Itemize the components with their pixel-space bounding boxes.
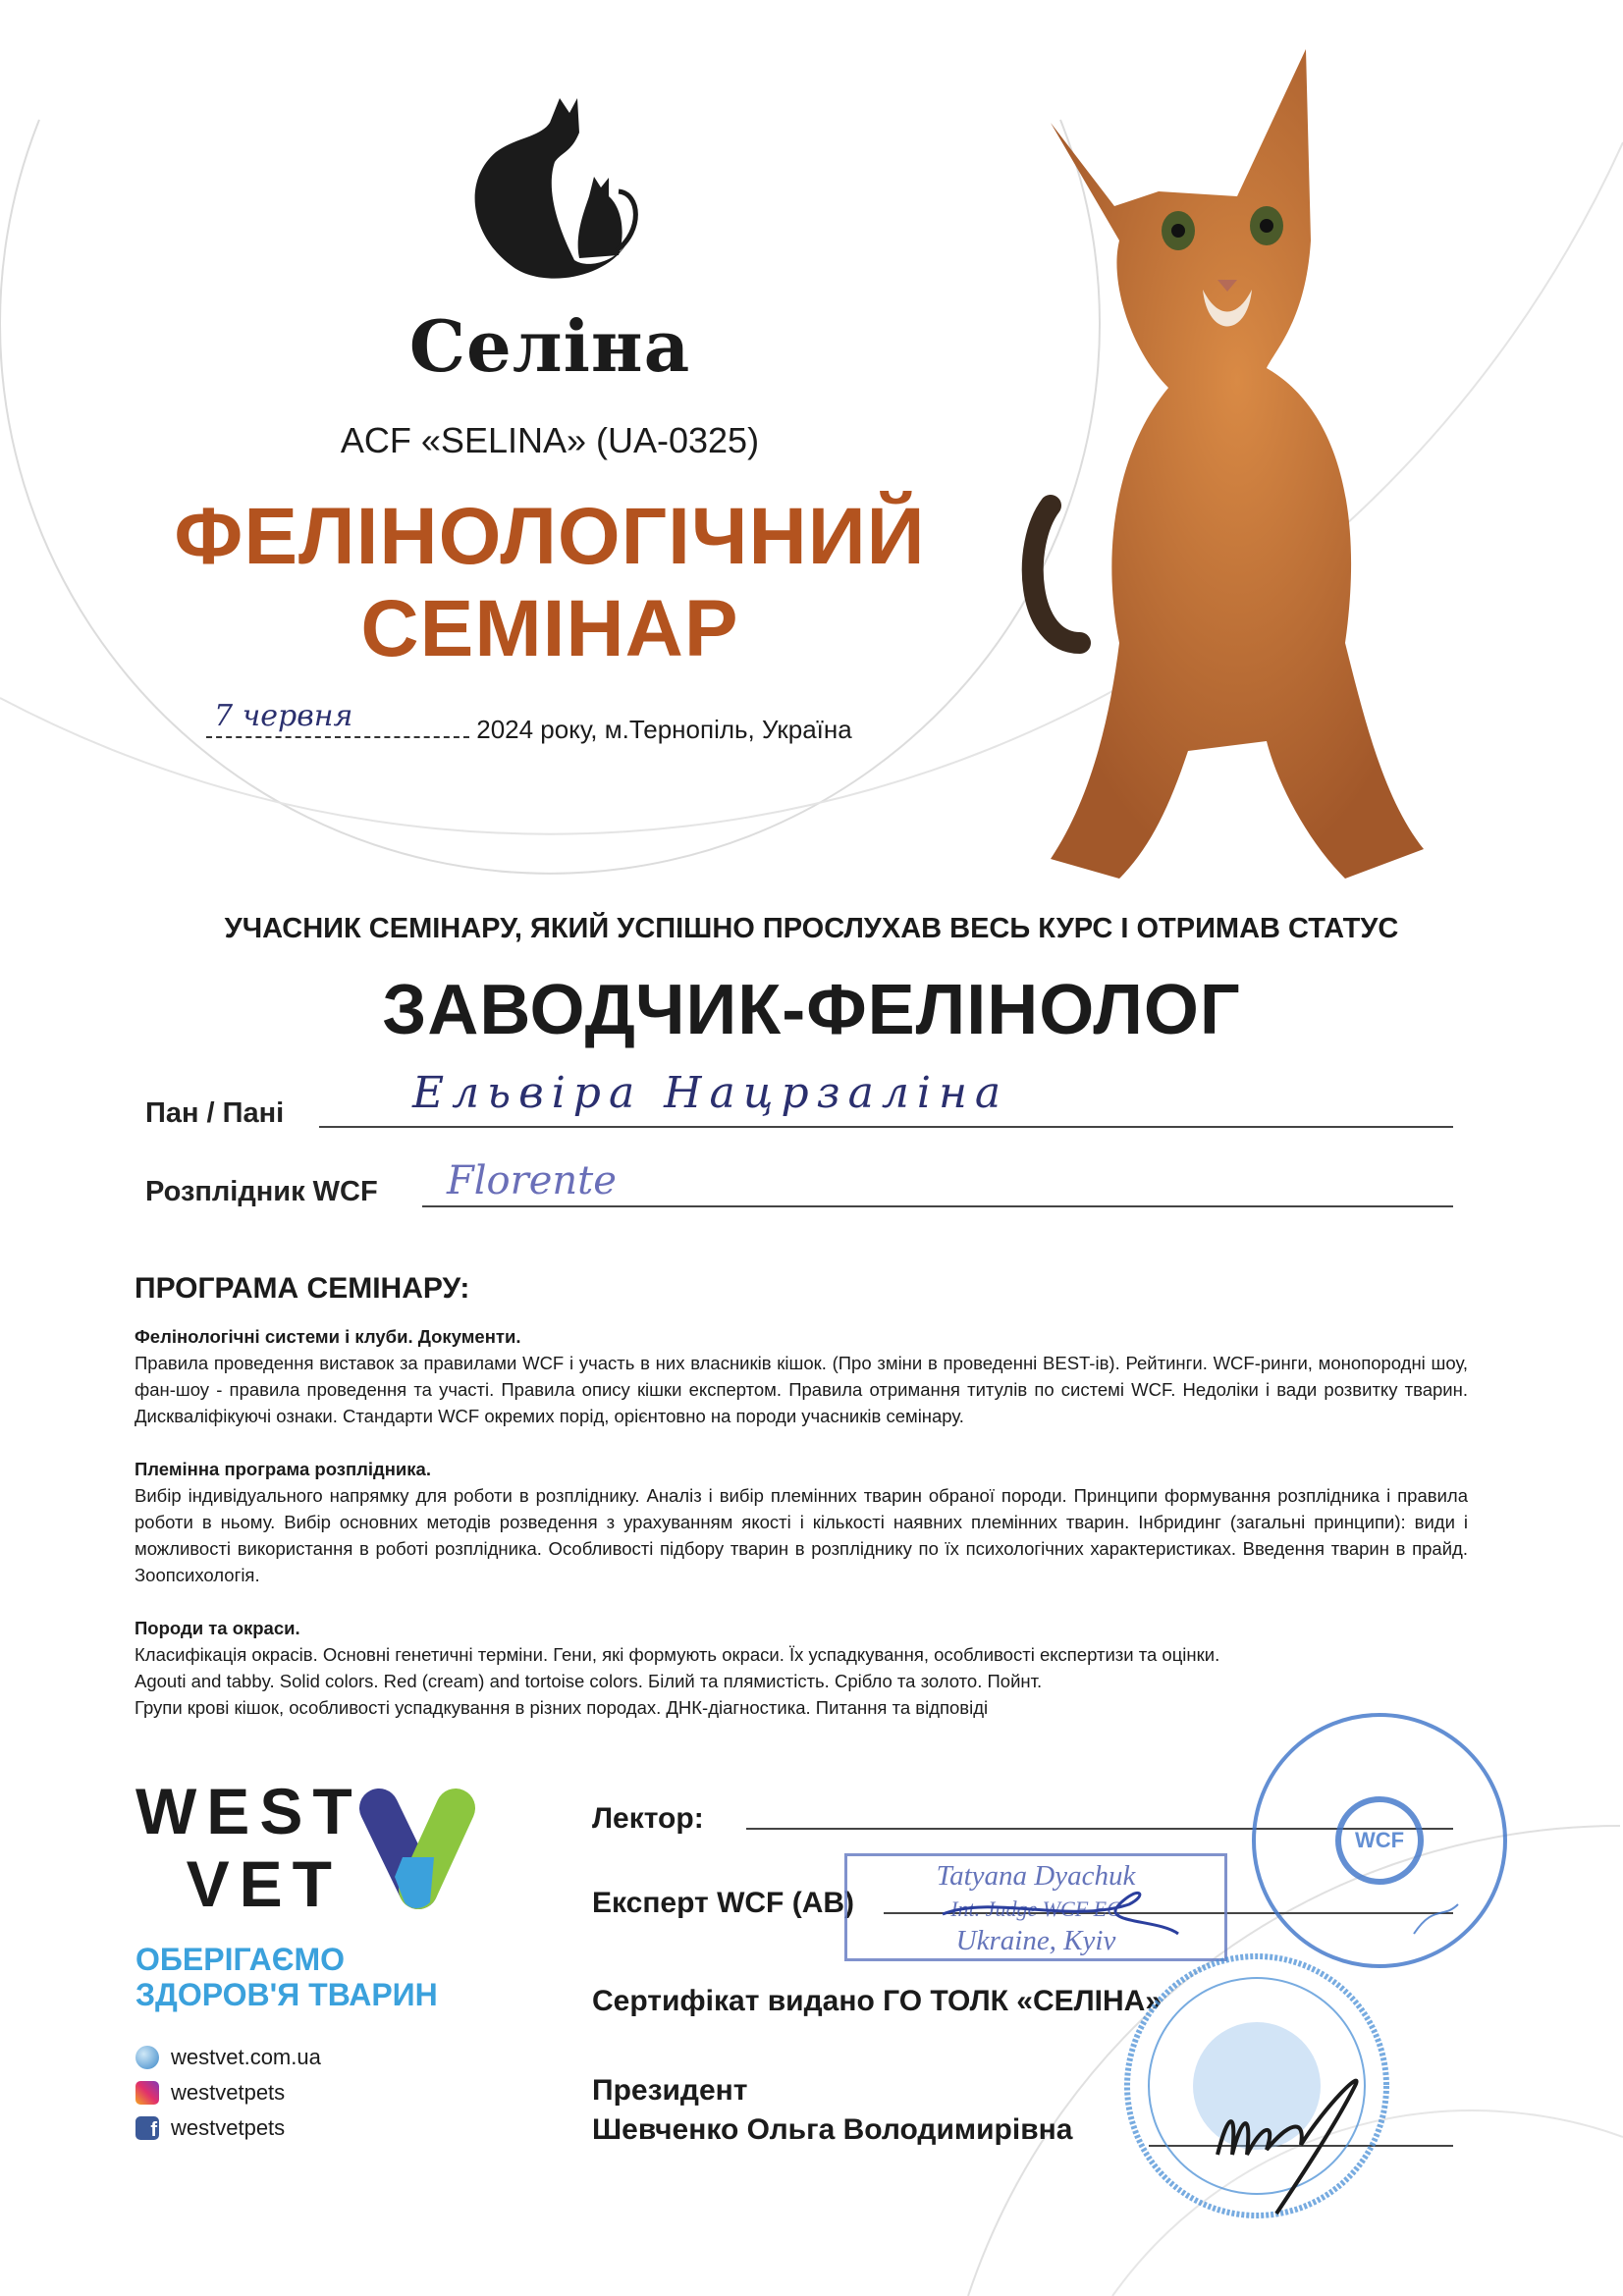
facebook-link[interactable] xyxy=(135,2115,285,2141)
instagram-link[interactable] xyxy=(135,2080,285,2106)
abyssinian-cat-photo xyxy=(1011,34,1463,898)
program-title: ПРОГРАМА СЕМІНАРУ: xyxy=(135,1272,470,1305)
globe-icon xyxy=(135,2046,159,2069)
program-content xyxy=(135,1323,1468,1721)
date-field xyxy=(206,699,469,738)
instagram-icon xyxy=(135,2081,159,2105)
program-section-heading: Фелінологічні системи і клуби. Документи. xyxy=(135,1326,521,1347)
name-value: Ельвіра Нацрзаліна xyxy=(412,1068,1009,1118)
status-lead-text: УЧАСНИК СЕМІНАРУ, ЯКИЙ УСПІШНО ПРОСЛУХАВ ВЕСЬ КУРС І ОТРИМАВ СТАТУС xyxy=(224,913,1399,944)
program-line: Agouti and tabby. Solid colors. Red (cream) and tortoise colors. Білий та плямистість. Срібло та золото. Пойнт. xyxy=(135,1671,1043,1691)
program-section-heading: Породи та окраси. xyxy=(135,1618,300,1638)
westvet-word-vet: VET xyxy=(186,1847,342,1920)
name-underline xyxy=(319,1126,1453,1128)
title-line-1: ФЕЛІНОЛОГІЧНИЙ xyxy=(174,492,926,581)
westvet-tagline xyxy=(135,1942,438,2012)
date-location xyxy=(206,699,852,745)
expert-signature xyxy=(933,1875,1188,1944)
program-section-text: Правила проведення виставок за правилами WCF і участь в них власників кішок. (Про зміни в проведенні BEST-ів). Рейтинги. WCF-ринги, монопородні шоу, фан-шоу - правила проведення та участі. Правила опису кішки експертом. Правила отримання титулів по системі WCF. Недоліки і вади розвитку тварин. Дискваліфікуючі ознаки. Стандарти WCF окремих порід, орієнтовно на породи учасників семінару. xyxy=(135,1353,1468,1426)
issued-by: Сертифікат видано ГО ТОЛК «СЕЛІНА» xyxy=(592,1985,1163,2017)
facebook-icon: f xyxy=(135,2116,159,2140)
program-section-text: Вибір індивідуального напрямку для роботи в розпліднику. Аналіз і вибір племінних тварин обраної породи. Принципи формування розплідника і правила роботи в ньому. Вибір основних методів розведення з урахуванням якості і кількості наявних племінних тварин. Інбридинг (загальні принципи): види і можливості використання в роботі розплідника. Особливості підбору тварин в розпліднику по їх психологічних характеристиках. Введення тварин в прайд. Зоопсихологія. xyxy=(135,1485,1468,1585)
tagline-line-1: ОБЕРІГАЄМО xyxy=(135,1942,346,1977)
expert-label: Експерт WCF (AB) xyxy=(592,1887,855,1919)
selina-cat-logo xyxy=(452,93,648,290)
president-label: Президент xyxy=(592,2074,748,2107)
president-signature xyxy=(1208,2047,1404,2223)
website-link[interactable] xyxy=(135,2045,321,2070)
westvet-wordmark xyxy=(135,1775,362,1920)
date-printed: 2024 року, м.Тернопіль, Україна xyxy=(476,715,852,744)
program-section-heading: Племінна програма розплідника. xyxy=(135,1459,431,1479)
president-name: Шевченко Ольга Володимирівна xyxy=(592,2113,1073,2146)
westvet-v-logo xyxy=(355,1787,479,1912)
name-label: Пан / Пані xyxy=(145,1097,285,1129)
program-line: Класифікація окрасів. Основні генетичні терміни. Гени, які формують окраси. Їх успадкування, особливості експертизи та оцінки. xyxy=(135,1644,1220,1665)
svg-text:WCF: WCF xyxy=(1354,1828,1405,1852)
title-line-2: СЕМІНАР xyxy=(360,584,739,673)
lecturer-label: Лектор: xyxy=(592,1802,704,1835)
certificate-title xyxy=(137,491,962,675)
link-text: westvet.com.ua xyxy=(171,2045,321,2069)
cattery-underline xyxy=(422,1205,1453,1207)
program-line: Групи крові кішок, особливості успадкування в різних породах. ДНК-діагностика. Питання та відповіді xyxy=(135,1697,989,1718)
link-text: westvetpets xyxy=(171,2080,286,2105)
date-handwritten: 7 червня xyxy=(214,699,353,733)
stamp-line: Tatyana Dyachuk xyxy=(936,1860,1136,1892)
club-code: ACF «SELINA» (UA-0325) xyxy=(340,420,760,460)
cattery-label: Розплідник WCF xyxy=(145,1176,378,1207)
tagline-line-2: ЗДОРОВ'Я ТВАРИН xyxy=(135,1977,438,2012)
cattery-value: Florente xyxy=(447,1158,617,1203)
link-text: westvetpets xyxy=(171,2115,286,2140)
status-title: ЗАВОДЧИК-ФЕЛІНОЛОГ xyxy=(382,971,1241,1049)
judge-seal xyxy=(1247,1708,1512,1973)
brand-name: Селіна xyxy=(408,304,691,388)
stamp-line: Ukraine, Kyiv xyxy=(955,1925,1116,1956)
westvet-word-west: WEST xyxy=(135,1775,362,1847)
stamp-line: Int. Judge WCF EC xyxy=(950,1896,1121,1921)
